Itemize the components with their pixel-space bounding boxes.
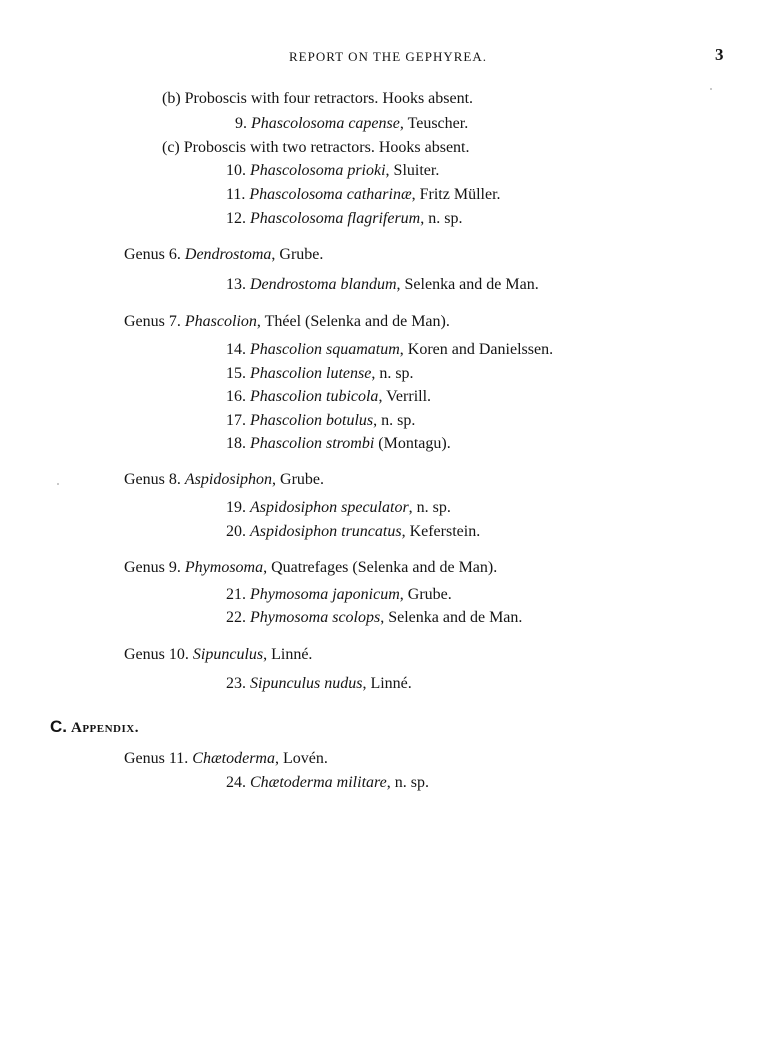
genus-label: Genus 11. bbox=[124, 750, 189, 767]
genus-authority: , Quatrefages (Selenka and de Man). bbox=[263, 559, 498, 576]
species-number: 10. bbox=[226, 162, 246, 179]
species-number: 23. bbox=[226, 675, 246, 692]
genus-heading-7 bbox=[124, 312, 450, 332]
species-authority: , Grube. bbox=[399, 586, 452, 603]
subgroup-text: Proboscis with two retractors. Hooks absent. bbox=[179, 139, 470, 156]
species-entry-15 bbox=[226, 364, 414, 384]
species-authority: , n. sp. bbox=[386, 774, 429, 791]
species-authority: , n. sp. bbox=[420, 210, 463, 227]
species-entry-20 bbox=[226, 522, 480, 542]
genus-authority: , Grube. bbox=[272, 471, 324, 488]
species-number: 24. bbox=[226, 774, 246, 791]
genus-label: Genus 6. bbox=[124, 246, 181, 263]
species-name: Phascolosoma prioki bbox=[250, 162, 386, 179]
genus-heading-8 bbox=[124, 470, 324, 490]
genus-label: Genus 7. bbox=[124, 313, 181, 330]
species-authority: , Selenka and de Man. bbox=[396, 276, 539, 293]
genus-authority: , Linné. bbox=[263, 646, 313, 663]
page-number: 3 bbox=[715, 45, 724, 64]
scan-speck bbox=[57, 483, 59, 485]
species-entry-19 bbox=[226, 498, 451, 518]
species-name: Aspidosiphon speculator bbox=[250, 499, 409, 516]
species-authority: , Sluiter. bbox=[385, 162, 440, 179]
genus-label: Genus 10. bbox=[124, 646, 189, 663]
species-name: Phascolion strombi bbox=[250, 435, 375, 452]
genus-label: Genus 8. bbox=[124, 471, 181, 488]
species-entry-21 bbox=[226, 585, 452, 605]
genus-authority: , Lovén. bbox=[274, 750, 328, 767]
species-name: Phascolosoma flagriferum bbox=[250, 210, 421, 227]
running-header: REPORT ON THE GEPHYREA. bbox=[289, 49, 487, 64]
genus-heading-10 bbox=[124, 645, 312, 665]
species-name: Phascolosoma capense bbox=[251, 115, 400, 132]
species-entry-17 bbox=[226, 411, 415, 431]
species-entry-16 bbox=[226, 387, 431, 407]
species-number: 18. bbox=[226, 435, 246, 452]
species-entry-9 bbox=[235, 114, 468, 134]
species-authority: , n. sp. bbox=[371, 365, 414, 382]
appendix-title: Appendix. bbox=[71, 720, 139, 736]
species-authority: (Montagu). bbox=[374, 435, 451, 452]
species-name: Phascolosoma catharinæ bbox=[249, 186, 412, 203]
species-authority: , Verrill. bbox=[378, 388, 432, 405]
species-authority: , Linné. bbox=[362, 675, 412, 692]
species-number: 12. bbox=[226, 210, 246, 227]
species-number: 15. bbox=[226, 365, 246, 382]
species-number: 9. bbox=[235, 115, 247, 132]
species-entry-10 bbox=[226, 161, 439, 181]
species-name: Sipunculus nudus bbox=[250, 675, 363, 692]
subgroup-c-heading bbox=[162, 138, 470, 158]
species-entry-22 bbox=[226, 608, 522, 628]
species-number: 19. bbox=[226, 499, 246, 516]
species-name: Aspidosiphon truncatus bbox=[250, 523, 402, 540]
subgroup-b-heading bbox=[162, 89, 473, 109]
species-number: 17. bbox=[226, 412, 246, 429]
species-number: 20. bbox=[226, 523, 246, 540]
genus-heading-6 bbox=[124, 245, 323, 265]
species-number: 14. bbox=[226, 341, 246, 358]
species-name: Chætoderma militare bbox=[250, 774, 387, 791]
subgroup-marker: (c) bbox=[162, 139, 180, 156]
genus-heading-11 bbox=[124, 749, 328, 769]
appendix-heading bbox=[50, 717, 139, 738]
genus-name: Sipunculus bbox=[192, 646, 264, 663]
species-authority: , Keferstein. bbox=[401, 523, 481, 540]
genus-name: Dendrostoma bbox=[184, 246, 272, 263]
species-number: 13. bbox=[226, 276, 246, 293]
species-name: Phymosoma scolops bbox=[250, 609, 381, 626]
species-authority: , Teuscher. bbox=[399, 115, 469, 132]
species-name: Dendrostoma blandum bbox=[250, 276, 397, 293]
species-name: Phymosoma japonicum bbox=[250, 586, 400, 603]
species-name: Phascolion tubicola bbox=[250, 388, 379, 405]
species-authority: , n. sp. bbox=[408, 499, 451, 516]
genus-name: Phascolion bbox=[184, 313, 257, 330]
species-entry-18 bbox=[226, 434, 451, 454]
species-authority: , n. sp. bbox=[373, 412, 416, 429]
species-name: Phascolion squamatum bbox=[250, 341, 400, 358]
genus-name: Phymosoma bbox=[184, 559, 264, 576]
genus-heading-9 bbox=[124, 558, 497, 578]
species-entry-13 bbox=[226, 275, 539, 295]
genus-authority: , Théel (Selenka and de Man). bbox=[256, 313, 450, 330]
subgroup-text: Proboscis with four retractors. Hooks absent. bbox=[180, 90, 474, 107]
species-entry-14 bbox=[226, 340, 553, 360]
species-entry-12 bbox=[226, 209, 462, 229]
species-authority: , Fritz Müller. bbox=[411, 186, 501, 203]
subgroup-marker: (b) bbox=[162, 90, 181, 107]
species-authority: , Koren and Danielssen. bbox=[399, 341, 554, 358]
genus-label: Genus 9. bbox=[124, 559, 181, 576]
species-name: Phascolion botulus bbox=[250, 412, 374, 429]
species-authority: , Selenka and de Man. bbox=[380, 609, 523, 626]
species-number: 11. bbox=[226, 186, 246, 203]
genus-name: Chætoderma bbox=[192, 750, 275, 767]
species-number: 16. bbox=[226, 388, 246, 405]
scan-speck bbox=[710, 88, 712, 90]
species-number: 22. bbox=[226, 609, 246, 626]
genus-authority: , Grube. bbox=[271, 246, 324, 263]
appendix-letter: C. bbox=[50, 717, 67, 736]
genus-name: Aspidosiphon bbox=[184, 471, 273, 488]
species-entry-11 bbox=[226, 185, 501, 205]
species-number: 21. bbox=[226, 586, 246, 603]
species-name: Phascolion lutense bbox=[250, 365, 372, 382]
species-entry-23 bbox=[226, 674, 412, 694]
species-entry-24 bbox=[226, 773, 429, 793]
